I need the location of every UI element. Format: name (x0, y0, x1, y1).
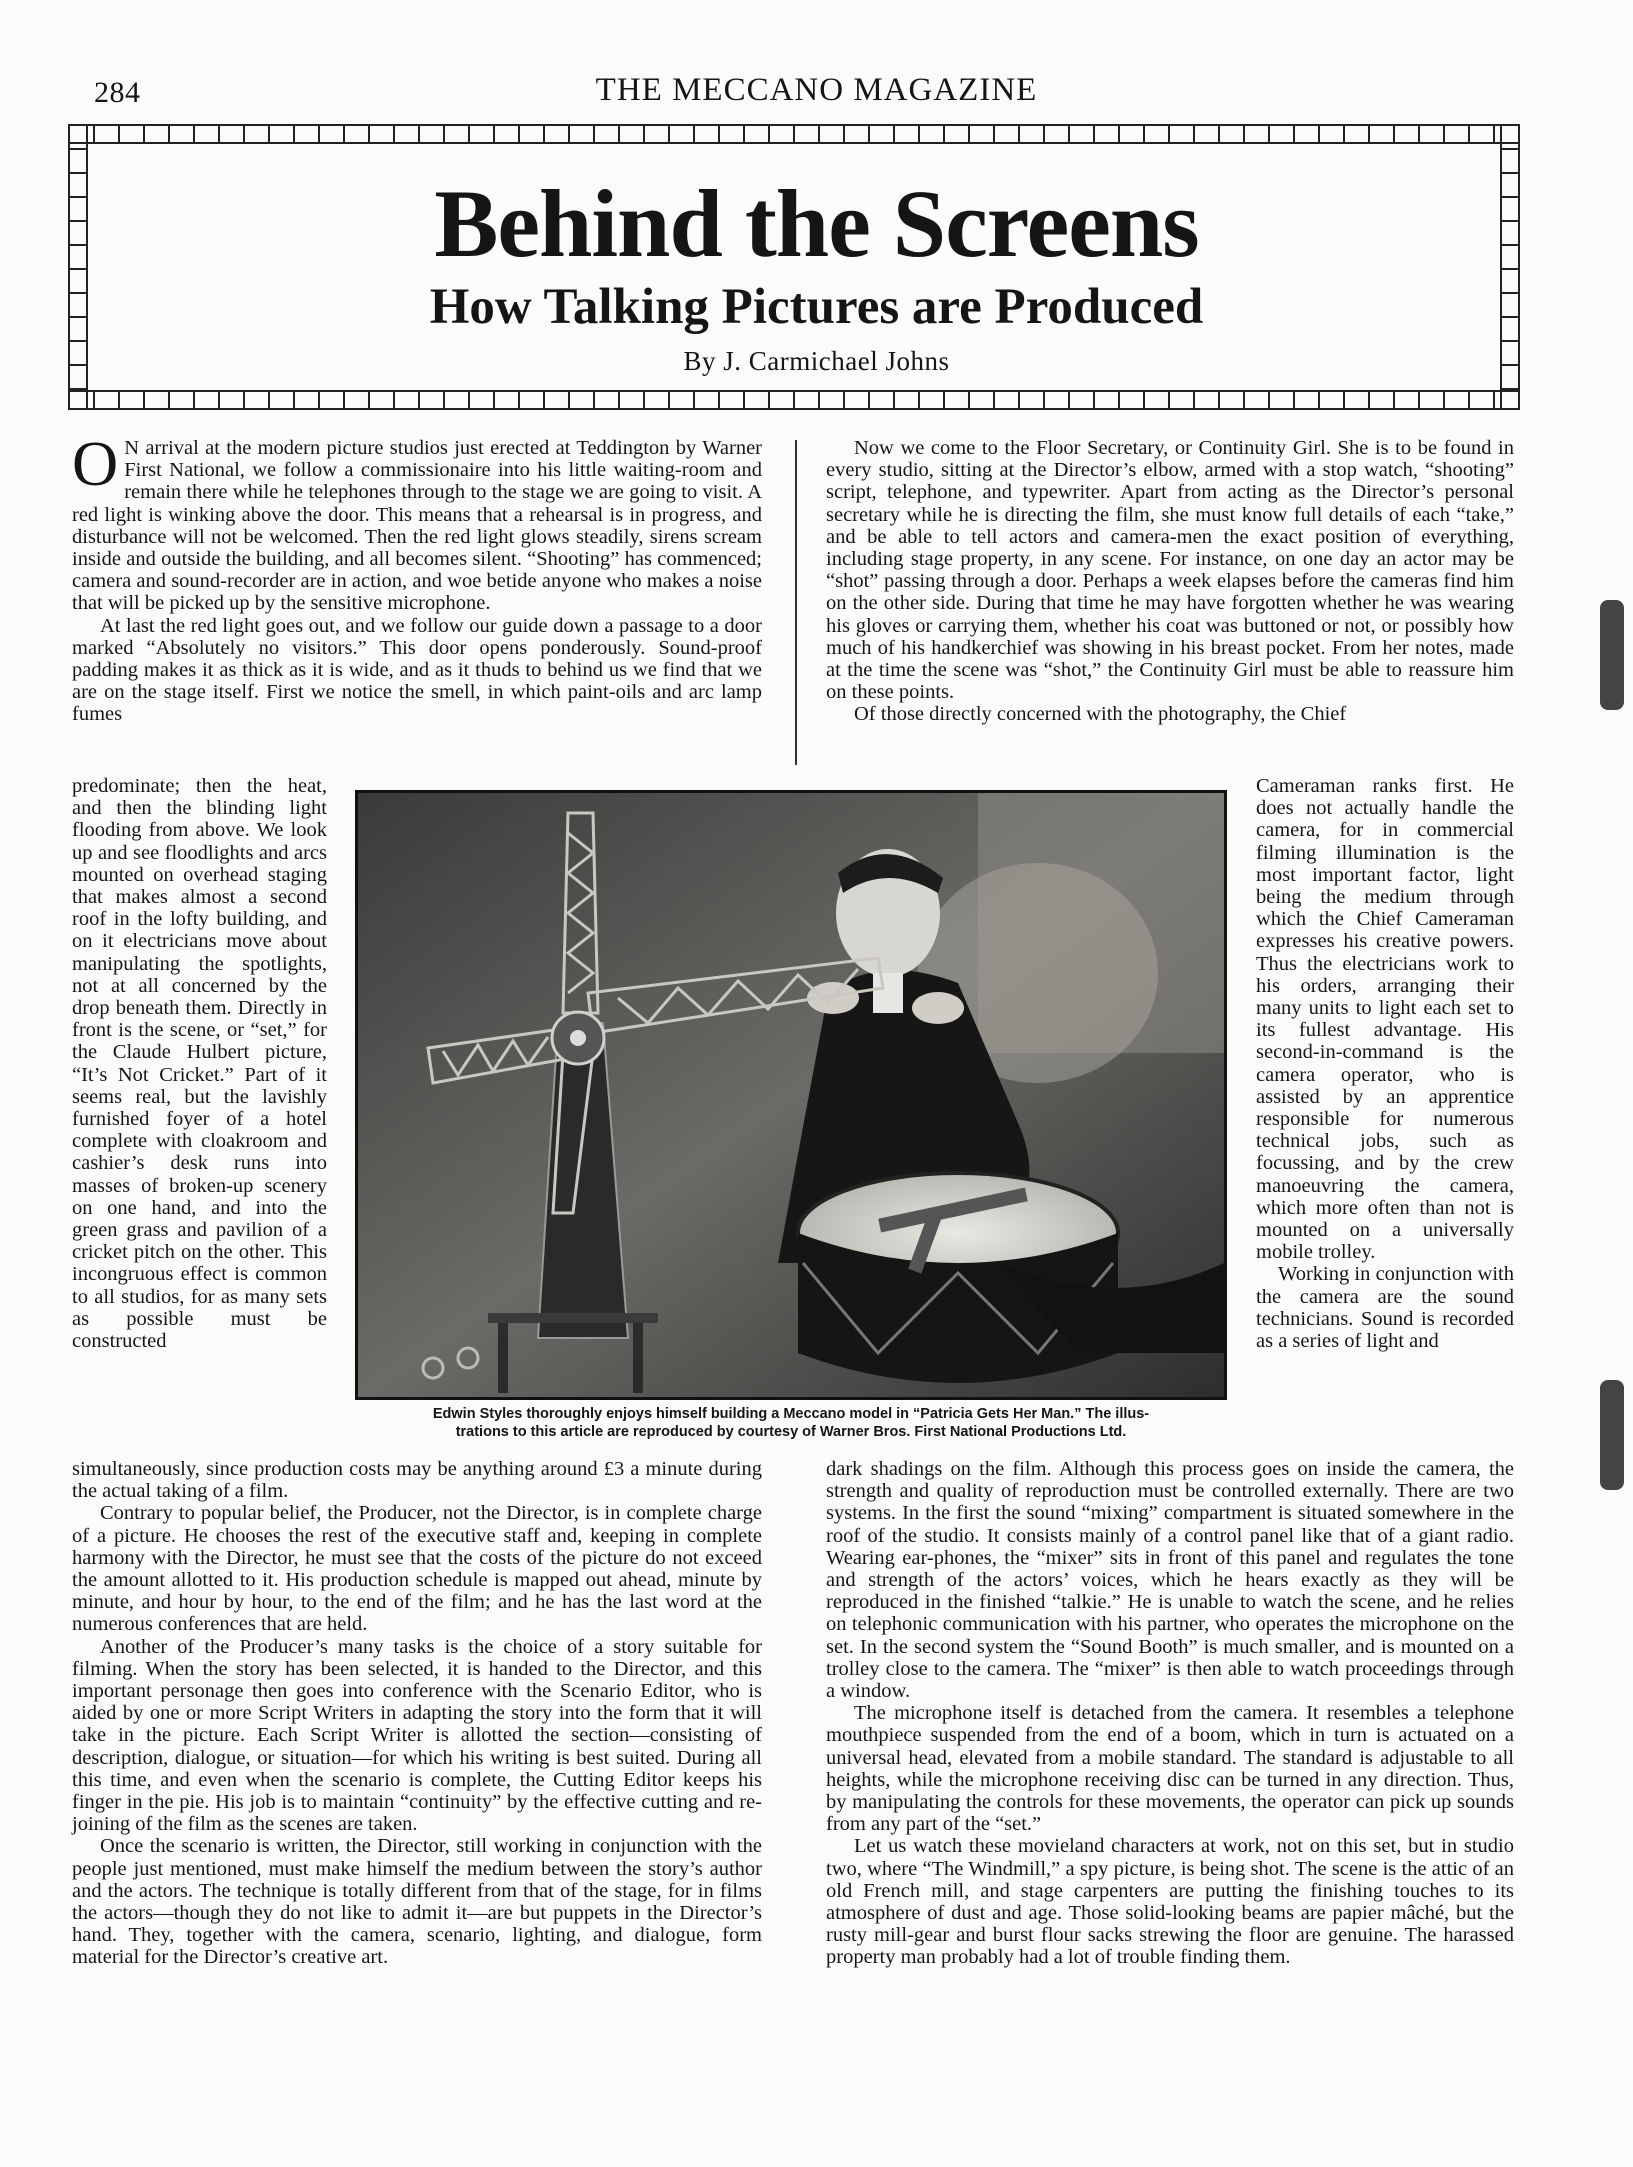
right-column-top (826, 437, 1514, 726)
photo-meccano-windmill (358, 793, 1224, 1397)
paragraph: At last the red light goes out, and we follow our guide down a passage to a door marked “Absolutely no visitors.” This door opens ponderously. Sound-proof padding makes it as thick as it is wide, and as it thuds to behind us we find that we are on the stage itself. First we notice the smell, in which paint-oils and arc lamp fumes (72, 614, 762, 726)
paragraph: Another of the Producer’s many tasks is the choice of a story suitable for filming. When the story has been selected, it is handed to the Director, and this important personage then goes into conference with the Scenario Editor, who is aided by one or more Script Writers in adapting the story into the form that it will take in the picture. Each Script Writer is allotted the section—consisting of description, dialogue, or situation—for which his writing is best suited. During all this time, and even when the scenario is complete, the Cutting Editor keeps his finger in the pie. His job is to maintain “continuity” by the effective cutting and re-joining of the film as the scenes are taken. (72, 1635, 762, 1836)
paragraph: The microphone itself is detached from the camera. It resembles a telephone mouthpiece suspended from the end of a boom, which in turn is actuated on a universal head, elevated from a mobile standard. The standard is adjustable to all heights, while the microphone receiving disc can be turned in any direction. Thus, by manipulating the controls for these movements, the operator can pick up sounds from any part of the “set.” (826, 1702, 1514, 1836)
paragraph: Cameraman ranks first. He does not actually handle the camera, for in commercial filming illumination is the most important factor, light being the medium through which the Chief Cameraman expresses his creative powers. Thus the electricians work to his orders, arranging their many units to light each set to its fullest advantage. His second-in-command is the camera operator, who is assisted by an apprentice responsible for numerous technical jobs, such as focussing, and by the crew manoeuvring the camera, which more often than not is mounted on a universally mobile trolley. (1256, 775, 1514, 1264)
paragraph-text: N arrival at the modern picture studios just erected at Teddington by Warner First National, we follow a commissionaire into his little waiting-room and remain there while he telephones through to the stage we are going to visit. A red light is winking above the door. This means that a rehearsal is in progress, and disturbance will not be welcomed. Then the red light glows steadily, sirens scream inside and outside the building, and all becomes silent. “Shooting” has commenced; camera and sound-recorder are in action, and woe betide anyone who makes a noise that will be picked up by the sensitive microphone. (72, 437, 762, 615)
article-byline: By J. Carmichael Johns (683, 346, 950, 376)
right-narrow-column (1256, 775, 1514, 1352)
paragraph: dark shadings on the film. Although this process goes on inside the camera, the strength and quality of reproduction must be controlled externally. There are two systems. In the first the sound “mixing” compartment is situated somewhere in the roof of the studio. It consists mainly of a control panel like that of a giant radio. Wearing ear-phones, the “mixer” sits in front of this panel and regulates the tone and strength of the actors’ voices, which he hears exactly as they will be reproduced in the finished “talkie.” He is unable to watch the scene, and he relies on telephonic communication with his partner, who operates the microphone on the set. In the second system the “Sound Booth” is much smaller, and is mounted on a trolley close to the camera. The “mixer” is then able to watch proceedings through a window. (826, 1458, 1514, 1703)
paragraph: Of those directly concerned with the photography, the Chief (854, 703, 1347, 726)
binding-mark (1600, 1380, 1624, 1490)
left-narrow-column: predominate; then the heat, and then the blinding light flooding from above. We look up and see floodlights and arcs mounted on overhead staging that makes almost a second roof in the lofty building, and on it electricians move about manipulating the spotlights, not at all concerned by the drop beneath them. Directly in front is the scene, or “set,” for the Claude Hulbert picture, “It’s Not Cricket.” Part of it seems real, but the lavishly furnished foyer of a hotel complete with cloakroom and cashier’s desk runs into masses of broken-up scenery on one hand, and into the green grass and pavilion of a cricket pitch on the other. This incongruous effect is common to all studios, for as many sets as possible must be constructed (72, 775, 327, 1353)
caption-line: trations to this article are reproduced by courtesy of Warner Bros. First National Productions Ltd. (455, 1424, 1127, 1440)
drop-cap: O (72, 428, 119, 499)
caption-line: Edwin Styles thoroughly enjoys himself building a Meccano model in “Patricia Gets Her Man.” The illus- (432, 1406, 1150, 1422)
paragraph (72, 428, 762, 615)
paragraph: Working in conjunction with the camera are the sound technicians. Sound is recorded as a series of light and (1256, 1263, 1514, 1353)
binding-mark (1600, 600, 1624, 710)
title-border-bottom (68, 390, 1520, 410)
magazine-title: THE MECCANO MAGAZINE (595, 72, 1038, 108)
paragraph: Let us watch these movieland characters at work, not on this set, but in studio two, where “The Windmill,” a spy picture, is being shot. The scene is the attic of an old French mill, and stage carpenters are putting the finishing touches to its atmosphere of dust and age. Those solid-looking beams are papier mâché, but the rusty mill-gear and burst flour sacks strewing the floor are genuine. The harassed property man probably had a lot of trouble finding them. (826, 1835, 1514, 1969)
photo-caption (355, 1405, 1227, 1441)
page-number: 284 (94, 76, 141, 109)
article-title: Behind the Screens (434, 170, 1199, 277)
column-divider (795, 440, 797, 765)
article-subtitle: How Talking Pictures are Produced (429, 279, 1204, 335)
paragraph: Now we come to the Floor Secretary, or Continuity Girl. She is to be found in every studio, sitting at the Director’s elbow, armed with a stop watch, “shooting” script, telephone, and typewriter. Apart from acting as the Director’s personal secretary while he is directing the film, she must know full details of each “take,” and be able to tell actors and camera-men the exact position of everything, including stage property, in any scene. For instance, on one day an actor may be “shot” passing through a door. Perhaps a week elapses before the cameras find him on the other side. During that time he may have forgotten whether he was wearing his gloves or carrying them, whether his coat was buttoned or not, or possibly how much of his handkerchief was showing in his breast pocket. From her notes, made at the time the scene was “shot,” the Continuity Girl must be able to reassure him on these points. (826, 437, 1514, 704)
paragraph: simultaneously, since production costs may be anything around £3 a minute during the actual taking of a film. (72, 1458, 762, 1503)
title-border-top (68, 124, 1520, 144)
left-column-top (72, 428, 762, 726)
photograph (355, 790, 1227, 1400)
left-column-bottom (72, 1458, 762, 1969)
paragraph: Contrary to popular belief, the Producer, not the Director, is in complete charge of a picture. He chooses the rest of the executive staff and, keeping in complete harmony with the Director, he must see that the costs of the picture do not exceed the amount allotted to it. His production schedule is mapped out ahead, minute by minute, and hour by hour, to the end of the film; and he has the last word at the numerous conferences that are held. (72, 1502, 762, 1636)
right-column-bottom (826, 1458, 1514, 1969)
paragraph: Once the scenario is written, the Director, still working in conjunction with the people just mentioned, must make himself the medium between the story’s author and the actors. The technique is totally different from that of the stage, for in films the actors—though they do not like to admit it—are but puppets in the Director’s hand. They, together with the camera, scenario, lighting, and dialogue, form material for the Director’s creative art. (72, 1835, 762, 1969)
